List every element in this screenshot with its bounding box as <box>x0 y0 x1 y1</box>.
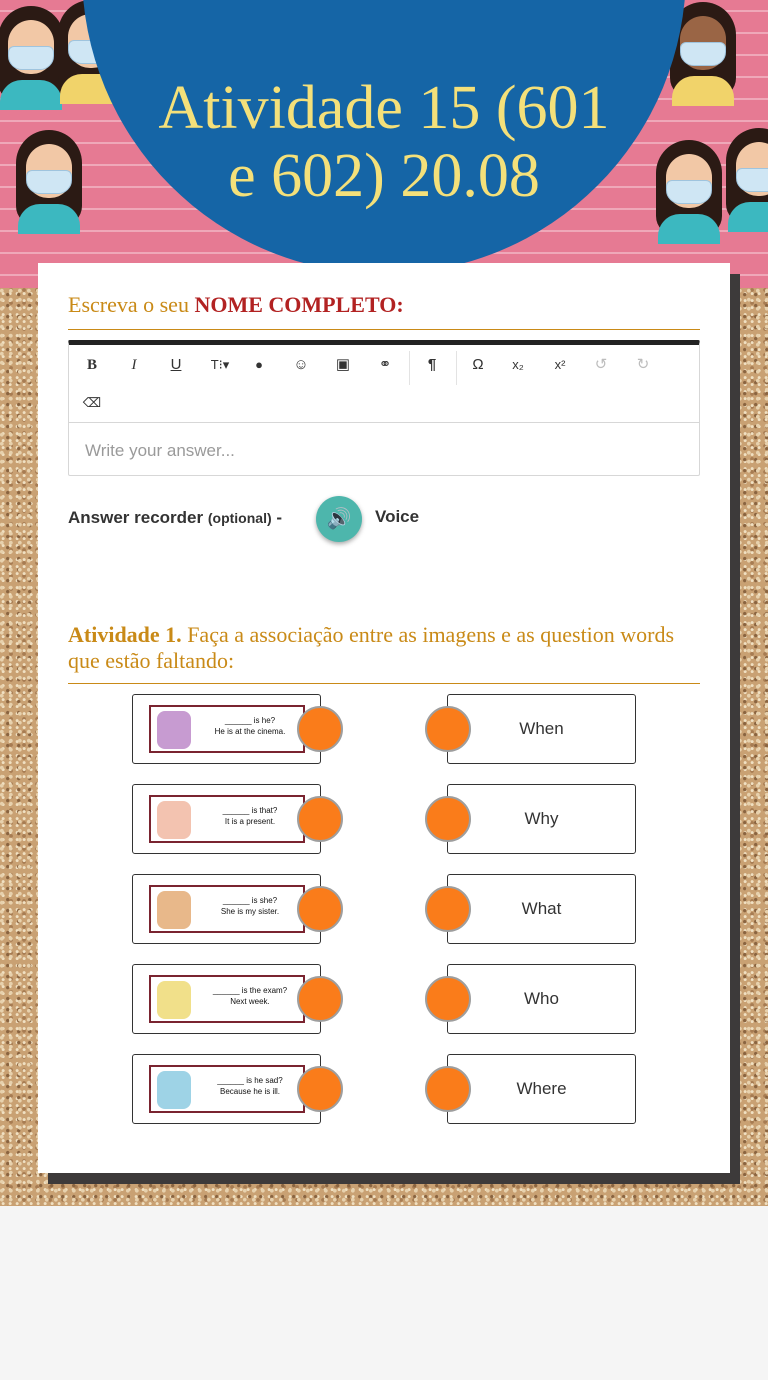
question-picture <box>149 795 305 843</box>
page-title: Atividade 15 (601 e 602) 20.08 <box>158 74 610 210</box>
toolbar-divider <box>409 351 410 385</box>
rich-text-editor[interactable] <box>68 340 700 476</box>
omega-icon[interactable]: Ω <box>472 356 484 373</box>
question-picture <box>149 975 305 1023</box>
left-match-connector[interactable] <box>297 1066 343 1112</box>
activity-title: Atividade 1. Faça a associação entre as imagens e as question words que estão faltando: <box>68 622 700 684</box>
picture-caption <box>195 805 305 827</box>
cartoon-person-icon <box>157 891 191 929</box>
masked-woman-illustration <box>10 130 88 230</box>
answer-input[interactable]: Write your answer... <box>85 441 235 460</box>
caption-answer: Because he is ill. <box>219 1087 281 1096</box>
right-match-connector[interactable] <box>425 706 471 752</box>
superscript-icon[interactable]: x² <box>554 357 566 372</box>
question-picture <box>149 885 305 933</box>
cartoon-person-icon <box>157 711 191 749</box>
image-card[interactable] <box>132 1054 321 1124</box>
caption-answer: She is my sister. <box>220 907 280 916</box>
left-match-connector[interactable] <box>297 796 343 842</box>
caption-question: ______ is the exam? <box>212 986 288 995</box>
cartoon-person-icon <box>157 981 191 1019</box>
caption-answer: It is a present. <box>224 817 276 826</box>
image-card[interactable] <box>132 874 321 944</box>
picture-caption <box>195 1075 305 1097</box>
undo-icon[interactable]: ↺ <box>594 356 608 373</box>
redo-icon[interactable]: ↻ <box>636 356 650 373</box>
eraser-icon[interactable]: ⌫ <box>82 395 102 410</box>
text-size-icon[interactable]: T⁝▾ <box>210 357 230 372</box>
name-question-label: Escreva o seu NOME COMPLETO: <box>68 292 700 330</box>
toolbar-divider <box>456 351 457 385</box>
voice-label: Voice <box>375 507 420 526</box>
question-picture <box>149 1065 305 1113</box>
right-match-connector[interactable] <box>425 1066 471 1112</box>
caption-answer: Next week. <box>230 997 270 1006</box>
question-picture <box>149 705 305 753</box>
left-match-connector[interactable] <box>297 886 343 932</box>
editor-toolbar <box>69 345 699 423</box>
caption-question: ______ is he sad? <box>217 1076 283 1085</box>
picture-caption <box>195 895 305 917</box>
cartoon-person-icon <box>157 1071 191 1109</box>
word-card[interactable]: When <box>447 694 636 764</box>
caption-question: ______ is that? <box>222 806 278 815</box>
word-card[interactable]: What <box>447 874 636 944</box>
color-drop-icon[interactable]: ● <box>255 357 263 372</box>
image-card[interactable] <box>132 964 321 1034</box>
picture-caption <box>195 985 305 1007</box>
left-match-connector[interactable] <box>297 706 343 752</box>
cartoon-person-icon <box>157 801 191 839</box>
image-icon[interactable]: ▣ <box>335 356 351 373</box>
caption-question: ______ is he? <box>224 716 276 725</box>
answer-recorder-label: Answer recorder (optional) - <box>68 508 283 527</box>
caption-answer: He is at the cinema. <box>214 727 286 736</box>
caption-question: ______ is she? <box>222 896 278 905</box>
right-match-connector[interactable] <box>425 976 471 1022</box>
bold-icon[interactable]: B <box>86 357 97 373</box>
right-match-connector[interactable] <box>425 796 471 842</box>
word-card[interactable]: Why <box>447 784 636 854</box>
image-card[interactable] <box>132 694 321 764</box>
right-match-connector[interactable] <box>425 886 471 932</box>
paragraph-direction-icon[interactable]: ¶ <box>427 356 437 373</box>
picture-caption <box>195 715 305 737</box>
word-card[interactable]: Where <box>447 1054 636 1124</box>
image-card[interactable] <box>132 784 321 854</box>
speaker-icon[interactable]: 🔊 <box>316 496 362 542</box>
link-icon[interactable]: ⚭ <box>378 356 392 373</box>
emoji-icon[interactable]: ☺ <box>293 356 309 373</box>
word-card[interactable]: Who <box>447 964 636 1034</box>
italic-icon[interactable]: I <box>131 357 137 373</box>
underline-icon[interactable]: U <box>170 356 182 373</box>
left-match-connector[interactable] <box>297 976 343 1022</box>
subscript-icon[interactable]: x₂ <box>512 357 524 372</box>
